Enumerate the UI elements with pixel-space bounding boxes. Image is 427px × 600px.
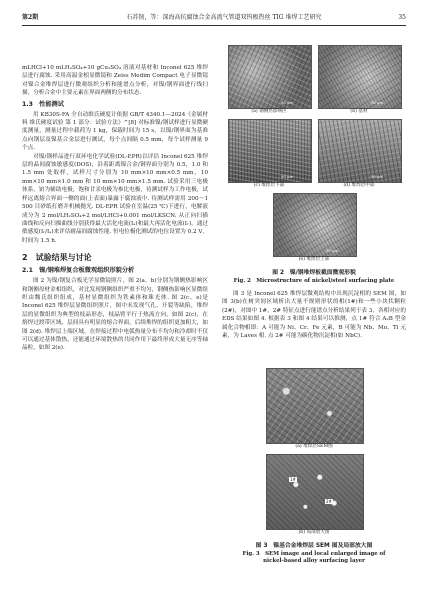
section-2-heading: 2 试验结果与讨论 [22, 253, 92, 263]
running-title: 石苏韧，等：深海高抗腐蚀合金高流气管道双钨极热丝 TIG 堆焊工艺研究 [126, 14, 322, 21]
scale-bar-label: 50 μm [281, 174, 294, 179]
section-1-3-heading: 1.3 性能测试 [22, 100, 64, 108]
micrograph-c [228, 119, 312, 183]
right-column [222, 290, 406, 340]
panel-label-3b: (b) 局部放大图 [298, 530, 330, 535]
page-number: 35 [398, 14, 406, 21]
figure-3-caption-cn: 图 3 镍基合金堆焊层 SEM 图及局部放大图 [255, 543, 373, 549]
paragraph-hardness: 用 KB30S-FA 全自动维氏硬度计依据 GB/T 4340.1—2024《金属材料 维氏硬度试验 第 1 部分：试验方法》^[8] 对标准镍/钢试样进行显微硬度测量，测量过程中载荷为 1 kg，保载时间为 15 s，以镍/钢界面为基准点向钢层及镍基合金层进行测试，每个点间隔 0.5 mm，每个试样测量 9 个点. [22, 111, 208, 152]
panel-label-e: (e) 堆焊层上部 [298, 257, 330, 262]
panel-label-a: (a) 钢侧热影响区 [251, 109, 287, 114]
figure-2 [222, 45, 406, 305]
scale-bar-label: 50 μm [371, 100, 384, 105]
marker-1: 1# [290, 477, 296, 482]
figure-2-caption-cn: 图 2 镍/钢堆焊板截面微观形貌 [272, 270, 356, 276]
micrograph-d [318, 119, 402, 183]
header-rule [22, 25, 406, 26]
figure-3-caption-en-1: Fig. 3 SEM image and local enlarged image of [242, 551, 386, 557]
figure-3-caption-en-2: nickel-based alloy surfacing layer [263, 558, 365, 564]
running-header [22, 12, 406, 24]
micrograph-e [273, 193, 357, 257]
left-column [22, 64, 208, 353]
sem-image-a [266, 368, 364, 444]
paragraph-sem: 图 3 是 Inconel 625 堆焊层微观结构中出现沉淀相的 SEM 图，如图 3(b)在树突间区域析出大量不规则形状的相(1#)和一些小块状颗粒(2#)，对图中 1#，2# 特征点进行能谱点分析结果列于表 3，各相对应的 EDS 结果如图 4. 根据表 3 和图 4 结果可以推测，点 1# 符合 A₂B 型金属化合物相即：A 可能为 Ni、Cr、Fe 元素，B 可能为 Nb、Mo、Ti 元素，为 Laves 相. 点 2# 可能为碳化物沉淀相(如 NbC). [222, 291, 406, 340]
panel-label-3a: (a) 堆焊层SEM图 [295, 444, 333, 449]
panel-label-c: (c) 堆焊层下部 [253, 183, 285, 188]
section-2-1-heading: 2.1 镍/钢堆焊复合板微观组织形貌分析 [22, 267, 135, 275]
paragraph-dlepr: 对镍/钢样品进行双环电化学试验(DL-EPR)以评估 Inconel 625 堆焊层的晶间腐蚀敏感度(DOS)，沿着距离镍合金/钢界面分别为 0.5，1.0 和 1.5 mm 处取样，试样尺寸分别为 10 mm×10 mm×0.5 mm，10 mm×10 mm×1.0 mm 和 10 mm×10 mm×1.5 mm. 试验采用三电极体系，铂为辅助电极，饱和甘汞电极为参比电极，待测试样为工作电极，试样远离熔合界面一侧的面(上表面)暴露于腐蚀液中. 待测试样需用 200～1 500 目砂纸打磨并机械抛光. DL-EPR 试验在室温(25 ℃)下进行，电解液成分为 2 mol/LH₂SO₄+2 mol/LHCl+0.001 mol/LKSCN. 从正向扫描曲线和反向扫描曲线分别获得最大活化电流(Iₐ)和最大再活化电流(Iᵣ)，通过敏感度(Iᵣ/Iₐ)来评估耐晶间腐蚀性能. 恒电位极化测试的电位设置为 0.2 V，时间为 1.5 h. [22, 153, 208, 244]
scale-bar-label: 50 μm [371, 174, 384, 179]
paragraph-etchant: mLHCl+10 mLH₂SO₄+10 gCu₂SO₄ 溶液对基材和 Inconel 625 堆焊层进行腐蚀. 采用高温金相显微镜和 Zeiss Medim Compact 电子显微镜对镍合金堆焊层进行微观组织分析和能谱点分析，对镍/钢界面进行线扫描，分析合金中主要元素在界面两侧的分布状态. [22, 65, 208, 97]
micrograph-a [228, 45, 312, 109]
micrograph-b [318, 45, 402, 109]
panel-label-b: (b) 基材 [350, 109, 368, 114]
paragraph-microstructure: 图 2 为镍/钢复合板光学显微镜照片，图 2(a、b)分别为钢侧热影响区和钢侧母材金相组织，对比发现钢侧组织严重不均匀，钢侧热影响区显微组织由魏氏组织组成，基材显微组织为铁素体和珠光体. 图 2(c、e)是 Inconel 625 堆焊层显微组织照片，图中未发现气孔、开裂等缺陷，堆焊层的显微组织为典型的枝晶形态，枝晶臂平行于热流方向，如图 2(c)，在熔焊过渡带区域，层间具有明显的熔合界面，后续堆焊的组织更加粗大，如图 2(d). 堆焊层上端区域，在焊接过程中电弧热量分布不均匀和冷却时不仅可以通过基体散热，还能通过环境散热的共同作用下最终形成大量无序等轴晶粒，如图 2(e). [22, 278, 208, 352]
scale-bar-label: 50 μm [281, 100, 294, 105]
marker-2: 2# [326, 499, 332, 504]
figure-3 [222, 368, 406, 594]
sem-image-b [266, 454, 364, 530]
issue-number: 第2期 [22, 14, 39, 21]
panel-label-d: (d) 堆焊层中部 [343, 183, 375, 188]
figure-2-caption-en: Fig. 2 Microstructure of nickel/steel surfacing plate [233, 278, 395, 284]
scale-bar-label: 50 μm [326, 248, 339, 253]
